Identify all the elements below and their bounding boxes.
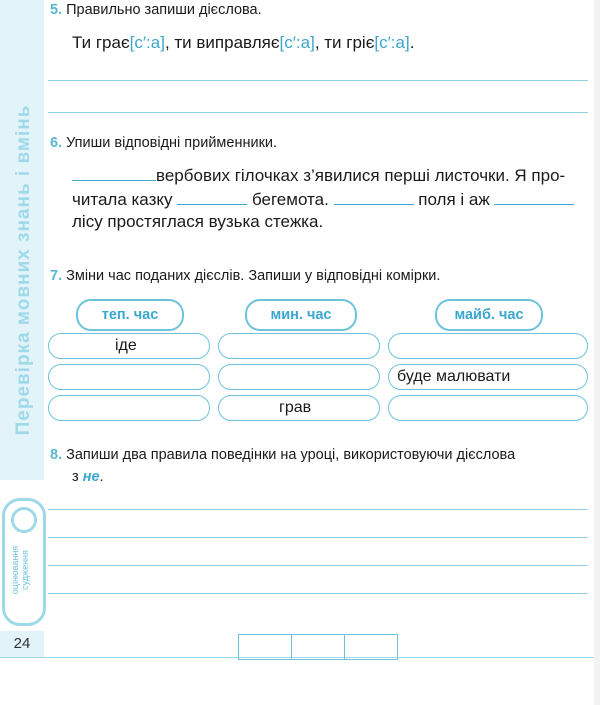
cell-future-2[interactable] (388, 364, 588, 390)
cell-future-1[interactable] (388, 333, 588, 359)
score-box-2[interactable] (291, 634, 345, 660)
task8-suffix: . (99, 469, 104, 485)
header-present-tense: теп. час (76, 299, 184, 331)
task5-part3: , ти гріє (314, 33, 375, 52)
task6-line1-text: вербових гілочках з’явилися перші листочки. Я про- (156, 166, 566, 185)
task6-blank-3[interactable] (334, 188, 414, 205)
task8-answer-line-1[interactable] (48, 509, 588, 510)
cell-present-1-text: іде (115, 337, 137, 354)
task8-heading (50, 446, 590, 465)
task5-prompt: Правильно запиши дієслова. (66, 2, 262, 18)
task8-particle: не (82, 469, 100, 485)
task5-answer-line-2[interactable] (48, 112, 588, 113)
task5-part1: Ти грає (72, 33, 130, 52)
score-box-1[interactable] (238, 634, 292, 660)
task6-blank-1[interactable] (72, 164, 156, 181)
task5-sentence (72, 32, 414, 54)
cell-future-3[interactable] (388, 395, 588, 421)
tab-label-text (10, 546, 30, 594)
task8-answer-line-3[interactable] (48, 565, 588, 566)
cell-past-3[interactable] (218, 395, 380, 421)
task7-number: 7. (50, 268, 63, 284)
task5-heading (50, 1, 262, 20)
task5-part2: , ти виправляє (164, 33, 280, 52)
task6-number: 6. (50, 135, 63, 151)
task6-heading (50, 134, 277, 153)
score-box-3[interactable] (344, 634, 398, 660)
task8-prompt-line1: Запиши два правила поведінки на уроці, використовуючи дієслова (66, 447, 516, 463)
task8-answer-line-4[interactable] (48, 593, 588, 594)
task6-line-3 (72, 211, 323, 233)
tab-circle-icon (11, 507, 37, 533)
task6-line3-text: лісу простяглася вузька стежка. (72, 212, 324, 231)
task5-transcription-2: [с′:а] (279, 33, 315, 52)
task6-line-1 (72, 164, 565, 187)
task7-prompt: Зміни час поданих дієслів. Запиши у відповідні комірки. (66, 268, 441, 284)
cell-past-1[interactable] (218, 333, 380, 359)
task6-prompt: Упиши відповідні прийменники. (66, 135, 278, 151)
page-edge (594, 0, 600, 705)
task7-heading (50, 267, 440, 286)
task8-prefix: з (72, 469, 83, 485)
task6-line2-b: бегемота. (251, 190, 329, 209)
sidebar-title-text: Перевірка мовних знань і вмінь (13, 104, 34, 436)
cell-past-2[interactable] (218, 364, 380, 390)
task8-heading-line2 (72, 468, 104, 487)
task6-line-2 (72, 188, 574, 211)
task5-transcription-3: [с′:а] (374, 33, 410, 52)
tab-label-line1: оцінювання (10, 545, 20, 595)
cell-present-3[interactable] (48, 395, 210, 421)
task6-line2-c: поля і аж (418, 190, 490, 209)
task5-number: 5. (50, 2, 63, 18)
task8-answer-line-2[interactable] (48, 537, 588, 538)
cell-past-3-text: грав (279, 399, 312, 416)
cell-present-1[interactable] (48, 333, 210, 359)
cell-future-2-text: буде малювати (397, 368, 511, 385)
cell-present-2[interactable] (48, 364, 210, 390)
task5-transcription-1: [с′:а] (129, 33, 165, 52)
tab-label-line2: судження (20, 550, 30, 590)
task6-line2-a: читала казку (72, 190, 173, 209)
task5-answer-line-1[interactable] (48, 80, 588, 81)
task6-blank-4[interactable] (494, 188, 574, 205)
page-number: 24 (0, 631, 44, 657)
task5-part4: . (409, 33, 415, 52)
task6-blank-2[interactable] (177, 188, 247, 205)
header-future-tense: майб. час (435, 299, 543, 331)
task8-number: 8. (50, 447, 63, 463)
header-past-tense: мин. час (245, 299, 357, 331)
